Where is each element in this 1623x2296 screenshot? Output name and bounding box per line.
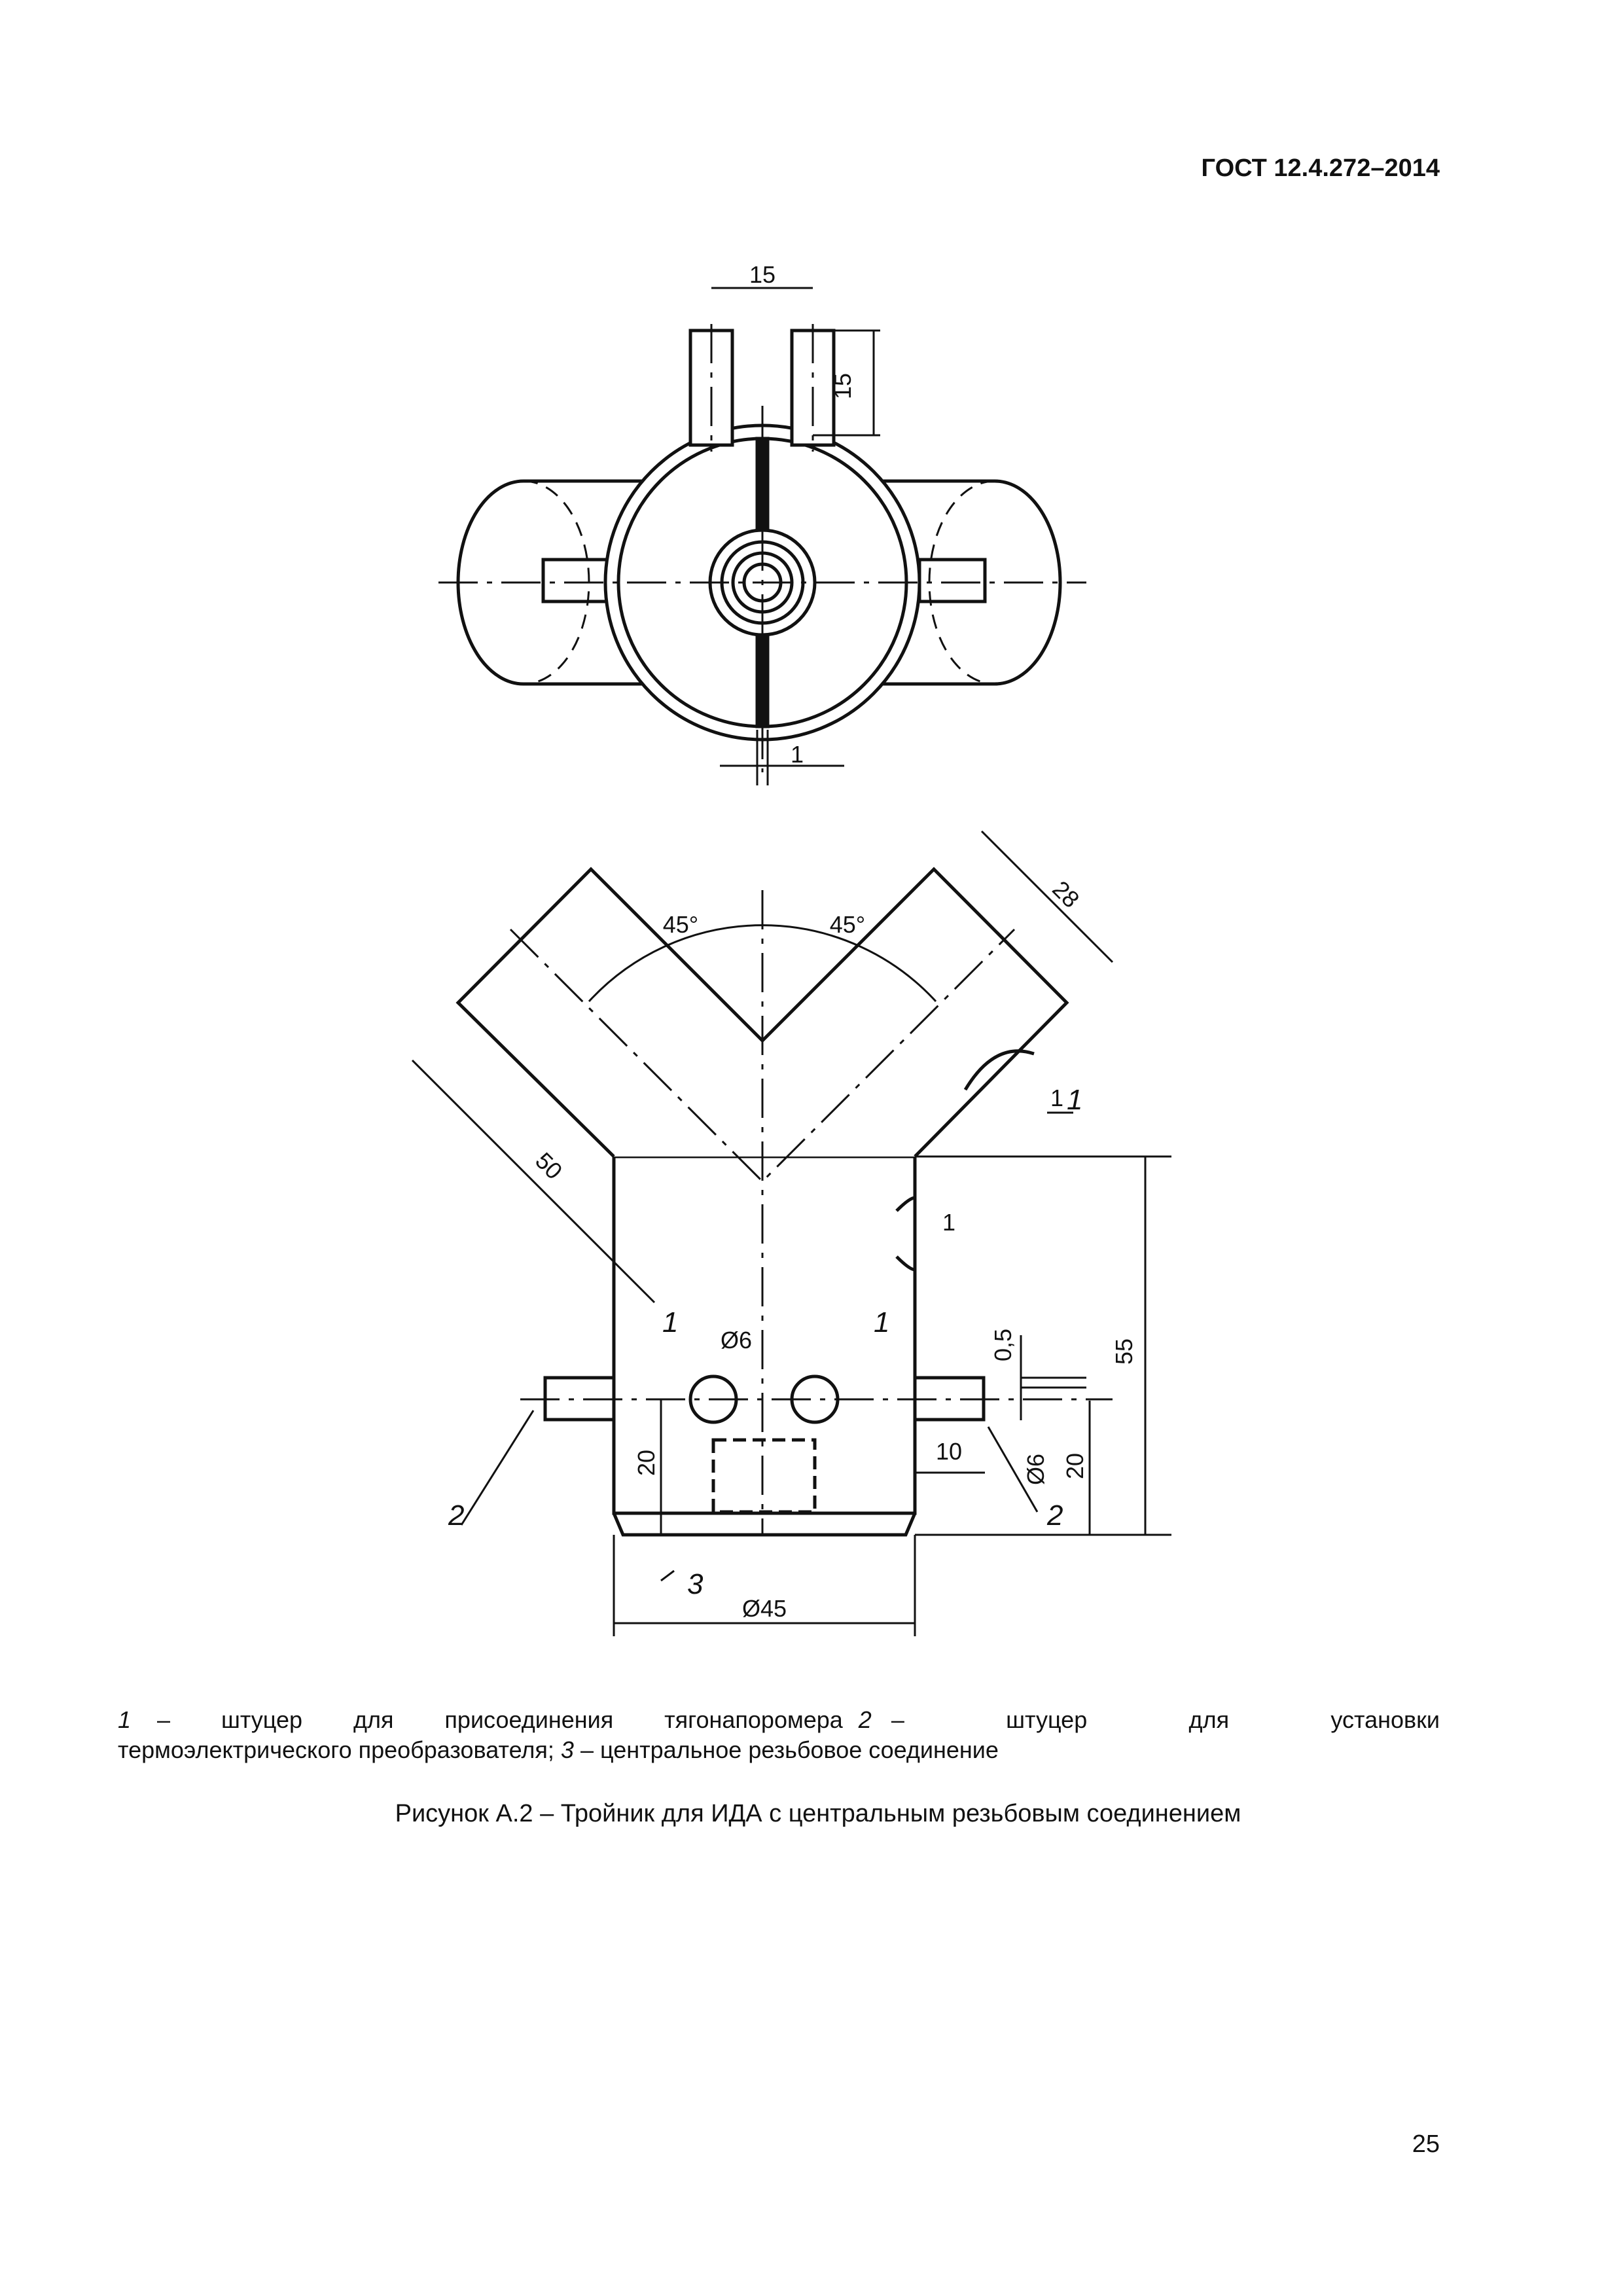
dim-fitting-length: 10 — [935, 1438, 963, 1465]
dim-body-height: 55 — [1111, 1338, 1137, 1365]
dim-hole-dia: Ø6 — [720, 1327, 753, 1354]
legend-text-1: – штуцер для присоединения тягонапоромера — [157, 1706, 843, 1733]
dim-branch-width: 28 — [1047, 875, 1085, 913]
dim-angle-left: 45° — [662, 911, 699, 938]
dim-spacing: 15 — [749, 261, 776, 288]
dim-fitting-offset: 20 — [1061, 1452, 1088, 1480]
legend-text-3: – центральное резьбовое соединение — [580, 1736, 999, 1763]
dim-fitting-dia: Ø6 — [1022, 1453, 1049, 1486]
dim-branch-length: 50 — [530, 1147, 568, 1185]
document-code: ГОСТ 12.4.272–2014 — [1201, 154, 1440, 182]
top-view — [438, 288, 1086, 785]
dim-gap: 0,5 — [990, 1328, 1016, 1362]
callout-2-left: 2 — [448, 1499, 465, 1532]
legend-number-2: 2 — [858, 1706, 872, 1733]
dim-body-dia: Ø45 — [741, 1595, 787, 1622]
legend — [118, 1705, 1440, 1765]
legend-number-3: 3 — [560, 1736, 574, 1763]
legend-number-1: 1 — [118, 1706, 132, 1733]
callout-1-left: 1 — [662, 1306, 679, 1338]
dim-angle-right: 45° — [829, 911, 866, 938]
callout-3: 3 — [687, 1568, 704, 1600]
dim-hole-height: 20 — [633, 1449, 660, 1477]
callout-1-right: 1 — [874, 1306, 890, 1338]
dim-slot: 1 — [790, 741, 804, 768]
legend-text-2b: термоэлектрического преобразователя; — [118, 1736, 554, 1763]
page-number: 25 — [1412, 2130, 1440, 2158]
callout-2-right: 2 — [1047, 1499, 1063, 1532]
dim-wall-thickness: 1 — [942, 1209, 956, 1236]
legend-text-2: – штуцер для установки — [891, 1706, 1440, 1733]
figure-caption: Рисунок А.2 – Тройник для ИДА с центральным резьбовым соединением — [395, 1800, 1241, 1827]
dim-height: 15 — [829, 372, 856, 400]
callout-wall: 1 — [1050, 1085, 1064, 1111]
callout-1-wall: 1 — [1067, 1084, 1083, 1116]
